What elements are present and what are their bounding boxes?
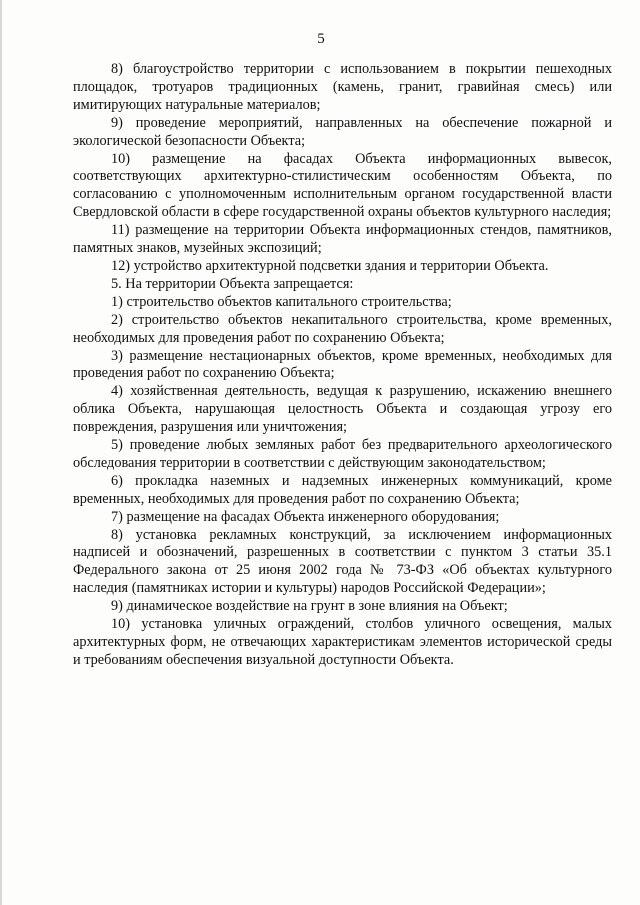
paragraph-item-11-stands: 11) размещение на территории Объекта информационных стендов, памятников, памятных знаков, музейных экспозиций;	[73, 222, 612, 257]
prohibited-item-4: 4) хозяйственная деятельность, ведущая к разрушению, искажению внешнего облика Объекта, нарушающая целостность Объекта и создающая угрозу его повреждения, разрушения или уничтожения;	[73, 383, 612, 436]
paragraph-item-12-lighting: 12) устройство архитектурной подсветки здания и территории Объекта.	[111, 257, 549, 274]
prohibited-item-6: 6) прокладка наземных и надземных инженерных коммуникаций, кроме временных, необходимых для проведения работ по сохранению Объекта;	[73, 472, 612, 507]
prohibited-item-3: 3) размещение нестационарных объектов, кроме временных, необходимых для проведения работ по сохранению Объекта;	[73, 347, 612, 382]
prohibited-item-2: 2) строительство объектов некапитального строительства, кроме временных, необходимых для проведения работ по сохранению Объекта;	[73, 311, 612, 346]
section-heading-prohibited: 5. На территории Объекта запрещается:	[111, 275, 354, 292]
document-body	[73, 61, 612, 670]
prohibited-item-8: 8) установка рекламных конструкций, за исключением информационных надписей и обозначений, разрешенных в соответствии с пунктом 3 статьи 35.1 Федерального закона от 25 июня 2002 года № 73-ФЗ «Об объектах культурного наследия (памятниках истории и культуры) народов Российской Федерации»;	[73, 526, 612, 597]
prohibited-item-7: 7) размещение на фасадах Объекта инженерного оборудования;	[111, 508, 500, 525]
paragraph-item-8-landscaping: 8) благоустройство территории с использованием в покрытии пешеходных площадок, тротуаров традиционных (камень, гранит, гравийная смесь) или имитирующих натуральные материалов;	[73, 61, 612, 113]
prohibited-item-1: 1) строительство объектов капитального строительства;	[111, 293, 452, 310]
paragraph-item-9-fire-safety: 9) проведение мероприятий, направленных на обеспечение пожарной и экологической безопасности Объекта;	[73, 114, 612, 149]
prohibited-item-10: 10) установка уличных ограждений, столбов уличного освещения, малых архитектурных форм, не отвечающих характеристикам элементов исторической среды и требованиям обеспечения визуальной доступности Объекта.	[73, 616, 612, 668]
prohibited-item-9: 9) динамическое воздействие на грунт в зоне влияния на Объект;	[111, 598, 508, 615]
page-number: 5	[317, 31, 325, 47]
paragraph-item-10-signage: 10) размещение на фасадах Объекта информационных вывесок, соответствующих архитектурно-стилистическим особенностям Объекта, по согласованию с уполномоченным исполнительным органом государственной власти Свердловской области в сфере государственной охраны объектов культурного наследия;	[73, 150, 612, 221]
prohibited-item-5: 5) проведение любых земляных работ без предварительного археологического обследования территории в соответствии с действующим законодательством;	[73, 437, 612, 471]
